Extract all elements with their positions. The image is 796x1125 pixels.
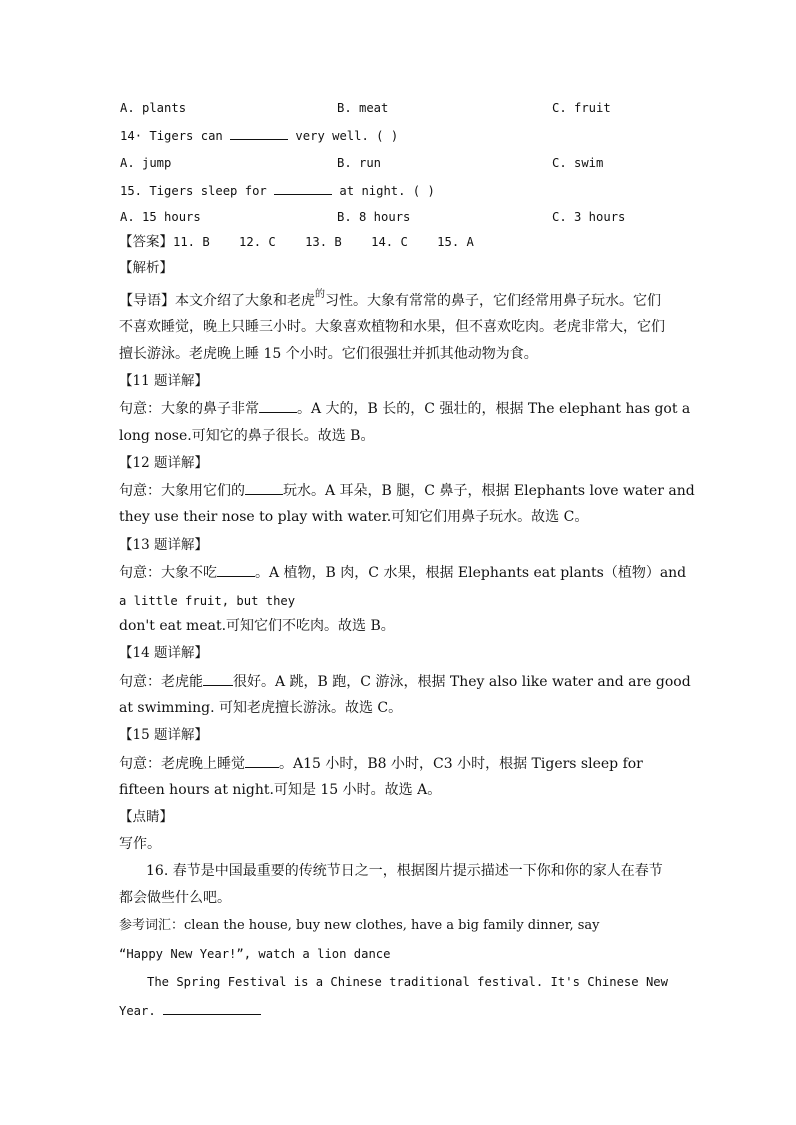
detail-13-line-2: a little fruit, but they — [119, 594, 296, 608]
intro-line-3: 擅长游泳。老虎晚上睡 15 个小时。它们很强壮并抓其他动物为食。 — [119, 346, 538, 362]
q14-option-c: C. swim — [552, 156, 604, 170]
q14-option-b: B. run — [337, 156, 382, 170]
intro-line-1 — [119, 289, 661, 311]
essay-line-1: The Spring Festival is a Chinese traditional festival. It's Chinese New — [147, 975, 668, 989]
detail-12-line-2: they use their nose to play with water.可知它们用鼻子玩水。故选 C。 — [119, 509, 589, 525]
detail-14-line-2: at swimming. 可知老虎擅长游泳。故选 C。 — [119, 700, 403, 716]
detail-14-blank — [203, 673, 233, 686]
answer-line — [119, 234, 474, 250]
section-writing: 写作。 — [119, 836, 161, 852]
detail-11-line-2: long nose.可知它的鼻子很长。故选 B。 — [119, 428, 375, 444]
detail-15-line-1 — [119, 755, 643, 772]
essay-text-2: Year. — [119, 1004, 164, 1018]
q15-option-a: A. 15 hours — [120, 210, 201, 224]
detail-12-text-a: 句意：大象用它们的 — [119, 483, 245, 499]
q15-text-after: at night. ( ) — [332, 184, 435, 198]
intro-superscript: 的 — [315, 289, 325, 300]
detail-11-label: 【11 题详解】 — [119, 373, 208, 389]
detail-14-text-b: 很好。A 跳，B 跑，C 游泳，根据 They also like water and are good — [233, 674, 691, 690]
q14-text-before: Tigers can — [142, 129, 231, 143]
q13-option-c: C. fruit — [552, 101, 611, 115]
detail-14-text-a: 句意：老虎能 — [119, 674, 203, 690]
detail-12-line-1 — [119, 482, 695, 499]
intro-label: 【导语】 — [119, 293, 175, 309]
q15-blank — [274, 182, 332, 195]
analysis-label: 【解析】 — [119, 260, 173, 276]
detail-12-blank — [245, 482, 283, 495]
answer-label: 【答案】 — [119, 234, 173, 250]
detail-13-line-3: don't eat meat.可知它们不吃肉。故选 B。 — [119, 618, 395, 634]
detail-14-label: 【14 题详解】 — [119, 645, 208, 661]
detail-11-blank — [259, 400, 297, 413]
q15-option-c: C. 3 hours — [552, 210, 626, 224]
q14-option-a: A. jump — [120, 156, 172, 170]
detail-13-text-a: 句意：大象不吃 — [119, 565, 217, 581]
detail-11-line-1 — [119, 400, 690, 417]
intro-text-1b: 习性。大象有常常的鼻子，它们经常用鼻子玩水。它们 — [325, 293, 661, 309]
q13-option-b: B. meat — [337, 101, 389, 115]
detail-12-text-b: 玩水。A 耳朵，B 腿，C 鼻子，根据 Elephants love water and — [283, 483, 695, 499]
detail-15-blank — [245, 755, 279, 768]
detail-15-line-2: fifteen hours at night.可知是 15 小时。故选 A。 — [119, 782, 442, 798]
intro-line-2: 不喜欢睡觉，晚上只睡三小时。大象喜欢植物和水果，但不喜欢吃肉。老虎非常大，它们 — [119, 319, 665, 335]
detail-15-text-a: 句意：老虎晚上睡觉 — [119, 756, 245, 772]
q15-option-b: B. 8 hours — [337, 210, 411, 224]
detail-12-label: 【12 题详解】 — [119, 455, 208, 471]
q14-number-mark: · — [134, 129, 143, 143]
q16-line-1: 16. 春节是中国最重要的传统节日之一，根据图片提示描述一下你和你的家人在春节 — [146, 863, 663, 879]
detail-15-text-b: 。A15 小时，B8 小时，C3 小时，根据 Tigers sleep for — [279, 756, 643, 772]
q15-stem — [120, 182, 435, 199]
detail-11-text-b: 。A 大的，B 长的，C 强壮的，根据 The elephant has got a — [297, 401, 691, 417]
q15-text-before: 15. Tigers sleep for — [120, 184, 275, 198]
q16-line-2: 都会做些什么吧。 — [119, 890, 231, 906]
q13-option-a: A. plants — [120, 101, 187, 115]
q14-text-after: very well. ( ) — [288, 129, 399, 143]
essay-blank — [163, 1002, 261, 1015]
reference-line-1: 参考词汇：clean the house, buy new clothes, have a big family dinner, say — [119, 918, 600, 933]
q14-number: 14 — [120, 129, 135, 143]
detail-13-line-1 — [119, 564, 686, 581]
tip-label: 【点睛】 — [119, 809, 173, 825]
detail-13-text-b: 。A 植物，B 肉，C 水果，根据 Elephants eat plants（植物）and — [255, 565, 687, 581]
detail-11-text-a: 句意：大象的鼻子非常 — [119, 401, 259, 417]
answer-text: 11. B 12. C 13. B 14. C 15. A — [173, 235, 474, 249]
detail-13-label: 【13 题详解】 — [119, 537, 208, 553]
detail-15-label: 【15 题详解】 — [119, 727, 208, 743]
detail-13-blank — [217, 564, 255, 577]
reference-line-2: “Happy New Year!”, watch a lion dance — [119, 947, 391, 961]
q14-stem — [120, 127, 398, 144]
q14-blank — [230, 127, 288, 140]
detail-14-line-1 — [119, 673, 691, 690]
essay-line-2 — [119, 1002, 261, 1019]
intro-text-1a: 本文介绍了大象和老虎 — [175, 293, 315, 309]
